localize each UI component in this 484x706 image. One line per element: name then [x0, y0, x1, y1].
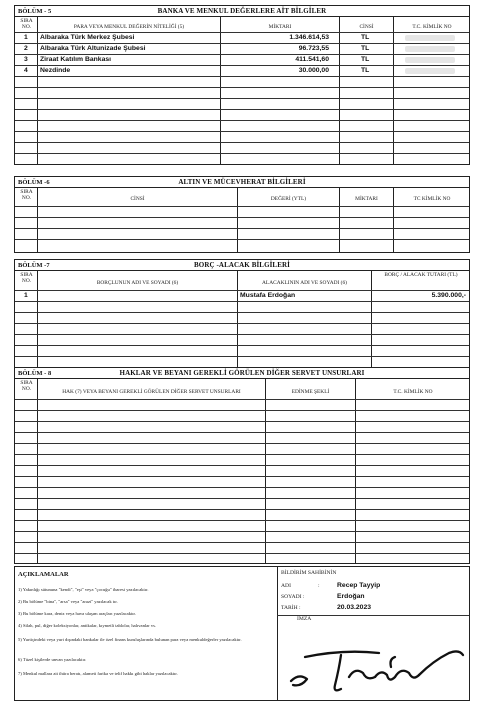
row-amount: 411.541,60 — [295, 56, 329, 63]
section-6-gold-jewelry — [14, 176, 470, 253]
declarant-surname-label: SOYADI : — [281, 594, 305, 600]
section-8-rights-other-assets — [14, 367, 470, 564]
redacted-tc — [405, 57, 455, 63]
handwritten-signature-icon — [283, 623, 469, 699]
redacted-tc — [405, 68, 455, 74]
row-amount: 1.346.614,53 — [289, 34, 329, 41]
signature-label: İMZA — [297, 616, 312, 622]
notes-and-signature — [14, 566, 470, 701]
section-5-label: BÖLÜM - 5 — [18, 8, 52, 15]
col-header-no: SIRA NO. — [20, 189, 33, 201]
col-header-debtor: BORÇLUNUN ADI VE SOYADI (6) — [96, 280, 179, 286]
col-header-nature: PARA VEYA MENKUL DEĞERİN NİTELİĞİ (5) — [73, 24, 185, 30]
section-5-title: BANKA VE MENKUL DEĞERLERE AİT BİLGİLER — [157, 7, 327, 15]
col-header-no: SIRA NO. — [20, 18, 33, 30]
col-header-acquire: EDİNME ŞEKLİ — [291, 389, 330, 395]
col-header-creditor: ALACAKLININ ADI VE SOYADI (6) — [262, 280, 347, 286]
declarant-name-colon: : — [318, 583, 320, 589]
col-header-no: SIRA NO. — [20, 272, 33, 284]
note-item: 7) Menkul mallara ait ihtira beratı, alameti farika ve telif hakkı gibi haklar yazılacaktır. — [18, 671, 178, 676]
col-header-tc: T.C. KİMLİK NO — [412, 24, 452, 30]
row-no: 2 — [24, 45, 28, 52]
row-type: TL — [361, 67, 370, 74]
note-item: 4) Silah, pul, diğer koleksiyonlar, antikalar, kıymetli tablolar, halıvanlar vs. — [18, 623, 157, 628]
row-no: 3 — [24, 56, 28, 63]
section-7-label: BÖLÜM -7 — [18, 262, 50, 269]
section-8-header — [15, 368, 469, 379]
col-header-value: DEĞERİ (YTL) — [270, 196, 307, 202]
note-item: 1) Yakınlığı sütununa "kendi", "eşi" veya "çocuğu" ibaresi yazılacaktır. — [18, 587, 149, 592]
section-6-header — [15, 177, 469, 188]
row-nature: Ziraat Katılım Bankası — [40, 56, 112, 63]
redacted-tc — [405, 46, 455, 52]
section-6-title: ALTIN VE MÜCEVHERAT BİLGİLERİ — [178, 178, 306, 186]
declarant-heading: BİLDİRİM SAHİBİNİN — [281, 570, 337, 576]
row-no: 1 — [24, 292, 28, 299]
declarant-name: Recep Tayyip — [337, 582, 381, 589]
note-item: 6) Tüzel kişilerde unvan yazılacaktır. — [18, 657, 87, 662]
note-item: 5) Yurtiçindeki veya yurt dışındaki bankalar ile özel finans kuruluşlarında bulunan para veya menkuldeğerler yazılacaktır. — [18, 637, 242, 642]
note-item: 2) Bu bölüme "bina", "arsa" veya "arazi" yazılacak tır. — [18, 599, 118, 604]
col-header-rights: HAK (7) VEYA BEYANI GEREKLİ GÖRÜLEN DİĞER SERVET UNSURLARI — [62, 389, 241, 395]
section-5-bank-securities — [14, 5, 470, 165]
declarant-name-label: ADI — [281, 583, 291, 589]
row-type: TL — [361, 34, 370, 41]
declarant-date-label: TARİH : — [281, 605, 301, 611]
section-6-label: BÖLÜM -6 — [18, 179, 50, 186]
row-type: TL — [361, 56, 370, 63]
col-header-tc: TC KİMLİK NO — [413, 196, 451, 202]
col-header-tc: T.C. KİMLİK NO — [393, 389, 433, 395]
row-nature: Albaraka Türk Altunizade Şubesi — [40, 45, 146, 52]
section-7-header — [15, 260, 469, 271]
row-type: TL — [361, 45, 370, 52]
row-nature: Albaraka Türk Merkez Şubesi — [40, 34, 135, 41]
col-header-kind: CİNSİ — [130, 196, 145, 202]
redacted-tc — [405, 35, 455, 41]
declarant-date: 20.03.2023 — [337, 604, 372, 611]
col-header-amount: BORÇ / ALACAK TUTARI (TL) — [384, 272, 458, 278]
row-amount: 5.390.000,- — [431, 292, 466, 299]
row-amount: 96.723,55 — [298, 45, 329, 52]
section-7-title: BORÇ -ALACAK BİLGİLERİ — [194, 261, 290, 269]
col-header-no: SIRA NO. — [20, 380, 33, 392]
declarant-surname: Erdoğan — [337, 593, 365, 600]
row-no: 4 — [24, 67, 28, 74]
section-7-debt-credit — [14, 259, 470, 368]
row-no: 1 — [24, 34, 28, 41]
col-header-amount: MİKTARI — [355, 196, 378, 202]
note-item: 3) Bu bölüme kara, deniz veya hava ulaşım araçları yazılacaktır. — [18, 611, 136, 616]
col-header-amount: MİKTARI — [268, 24, 292, 30]
col-header-type: CİNSİ — [359, 24, 374, 30]
notes-title: AÇIKLAMALAR — [18, 571, 69, 578]
row-creditor: Mustafa Erdoğan — [240, 292, 296, 299]
section-5-header — [15, 6, 469, 17]
row-nature: Nezdinde — [40, 67, 71, 74]
section-8-label: BÖLÜM - 8 — [18, 370, 52, 377]
section-8-title: HAKLAR VE BEYANI GEREKLİ GÖRÜLEN DİĞER SERVET UNSURLARI — [119, 369, 365, 377]
row-amount: 30.000,00 — [298, 67, 329, 74]
